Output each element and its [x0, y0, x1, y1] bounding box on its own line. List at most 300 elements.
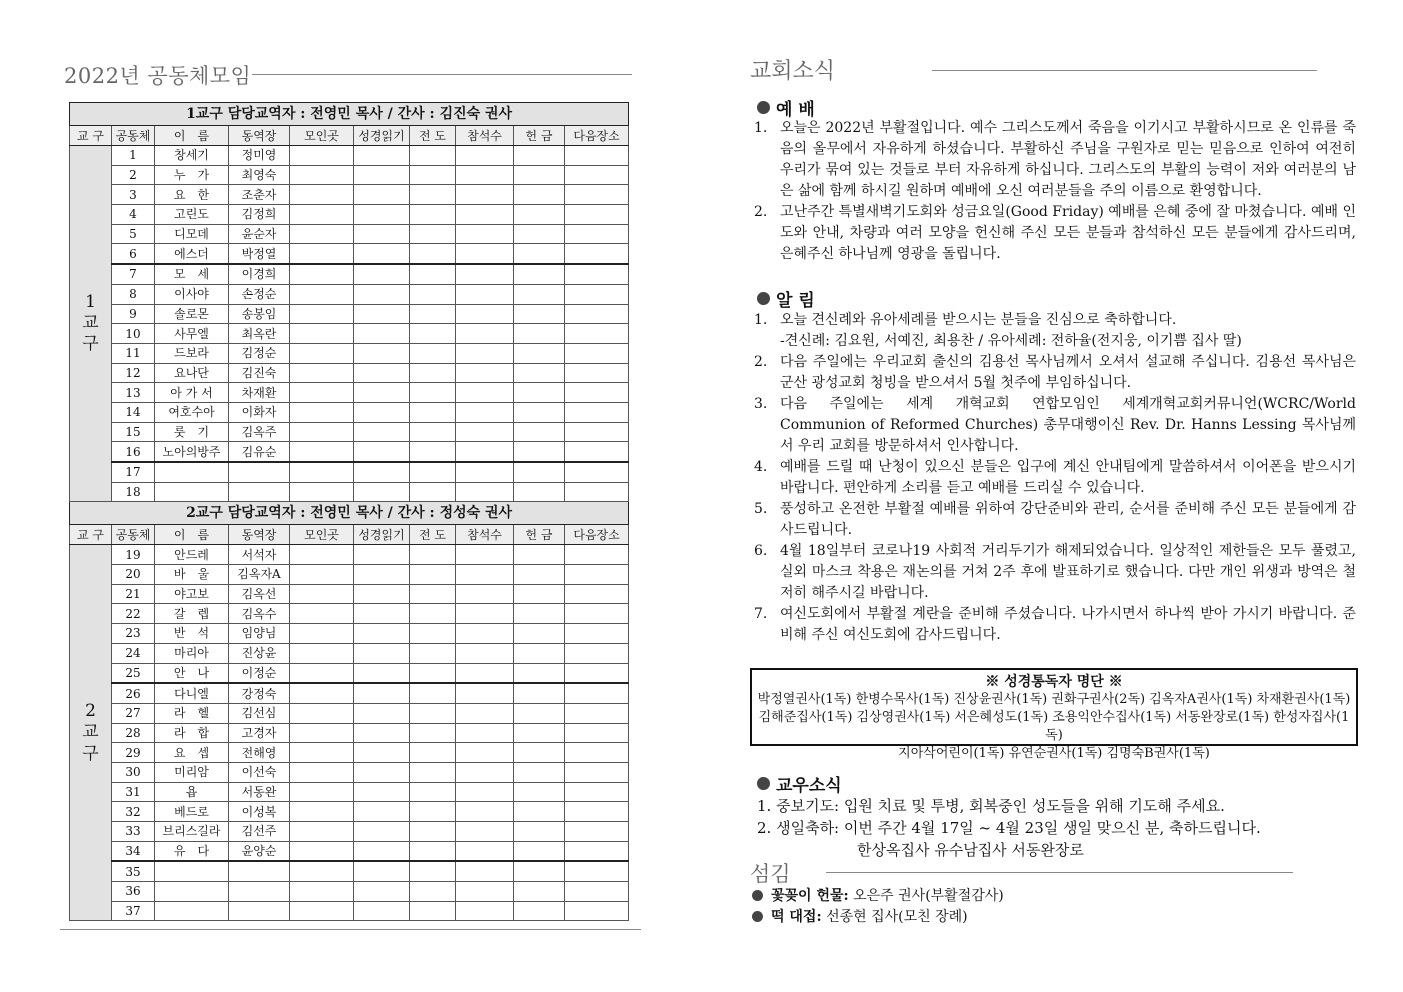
bottom-divider: [60, 929, 641, 930]
blank-cell: [290, 822, 354, 842]
blank-cell: [565, 324, 629, 344]
blank-cell: [410, 565, 456, 585]
table-row: [70, 683, 629, 703]
blank-cell: [514, 422, 565, 442]
column-header: 모인곳: [290, 126, 354, 146]
table-row: [70, 643, 629, 663]
blank-cell: [354, 383, 410, 403]
blank-cell: [290, 545, 354, 565]
blank-cell: [354, 861, 410, 881]
blank-cell: [354, 264, 410, 284]
group-leader: 김선심: [229, 703, 290, 723]
blank-cell: [456, 683, 514, 703]
district-label: 1 교 구: [70, 146, 112, 502]
worship-heading: [757, 95, 815, 120]
blank-cell: [290, 442, 354, 462]
group-leader: 임양님: [229, 624, 290, 644]
blank-cell: [514, 205, 565, 225]
blank-cell: [290, 244, 354, 264]
blank-cell: [456, 264, 514, 284]
group-name: 드보라: [155, 343, 229, 363]
blank-cell: [565, 703, 629, 723]
table-row: [70, 383, 629, 403]
group-name: 요나단: [155, 363, 229, 383]
column-header: 공동체: [112, 525, 155, 545]
table-row: [70, 663, 629, 683]
blank-cell: [290, 743, 354, 763]
table-row: [70, 565, 629, 585]
blank-cell: [514, 343, 565, 363]
blank-cell: [565, 264, 629, 284]
table-row: [70, 841, 629, 861]
blank-cell: [565, 663, 629, 683]
table-row: [70, 224, 629, 244]
group-leader: [229, 482, 290, 502]
column-header: 이 름: [155, 126, 229, 146]
blank-cell: [410, 703, 456, 723]
blank-cell: [514, 901, 565, 921]
blank-cell: [410, 663, 456, 683]
bullet-icon: [752, 911, 763, 922]
blank-cell: [410, 762, 456, 782]
blank-cell: [290, 205, 354, 225]
news-item: 3. 다음 주일에는 세계 개혁교회 연합모임인 세계개혁교회커뮤니언(WCRC/World Communion of Reformed Churches) 총무대행이신 Rev. Dr. Hanns Lessing 목사님께서 우리 교회를 방문하셔서 인사합니다.: [754, 396, 1356, 454]
blank-cell: [514, 703, 565, 723]
table-row: [70, 545, 629, 565]
group-name: 요 셉: [155, 743, 229, 763]
blank-cell: [410, 584, 456, 604]
readers-line: 김해준집사(1독) 김상영권사(1독) 서은혜성도(1독) 조용익안수집사(1독) 서동완장로(1독) 한성자집사(1독): [758, 710, 1350, 743]
column-header: 교 구: [70, 525, 112, 545]
district-title: 2교구 담당교역자 : 전영민 목사 / 간사 : 정성숙 권사: [70, 502, 629, 525]
group-leader: 김유순: [229, 442, 290, 462]
blank-cell: [410, 205, 456, 225]
group-number: 9: [112, 304, 155, 324]
blank-cell: [456, 624, 514, 644]
blank-cell: [456, 462, 514, 482]
readers-line: 박정열권사(1독) 한병수목사(1독) 진상윤권사(1독) 권화구권사(2독) 김옥자A권사(1독) 차재환권사(1독): [757, 692, 1351, 707]
group-leader: [229, 901, 290, 921]
blank-cell: [456, 383, 514, 403]
blank-cell: [456, 165, 514, 185]
readers-title: ※ 성경통독자 명단 ※: [985, 674, 1123, 690]
blank-cell: [565, 584, 629, 604]
group-name: 누 가: [155, 165, 229, 185]
notice-heading: [757, 286, 815, 311]
birthday-names: 한상옥집사 유수남집사 서동완장로: [857, 841, 1084, 859]
blank-cell: [410, 723, 456, 743]
blank-cell: [290, 703, 354, 723]
blank-cell: [565, 422, 629, 442]
blank-cell: [354, 205, 410, 225]
table-row: [70, 324, 629, 344]
group-name: [155, 861, 229, 881]
group-name: 브리스길라: [155, 822, 229, 842]
group-leader: 김옥자A: [229, 565, 290, 585]
blank-cell: [456, 324, 514, 344]
group-number: 35: [112, 861, 155, 881]
group-name: 라 헬: [155, 703, 229, 723]
blank-cell: [456, 861, 514, 881]
blank-cell: [456, 244, 514, 264]
title-divider: [252, 74, 632, 75]
bible-readers-box: [750, 668, 1358, 761]
blank-cell: [290, 882, 354, 902]
blank-cell: [410, 165, 456, 185]
table-row: [70, 442, 629, 462]
group-name: 아 가 서: [155, 383, 229, 403]
readers-line: 지아삭어린이(1독) 유연순권사(1독) 김명숙B권사(1독): [898, 746, 1210, 761]
blank-cell: [290, 762, 354, 782]
group-number: 4: [112, 205, 155, 225]
blank-cell: [354, 604, 410, 624]
blank-cell: [290, 343, 354, 363]
group-leader: 차재환: [229, 383, 290, 403]
group-name: 노아의방주: [155, 442, 229, 462]
group-number: 21: [112, 584, 155, 604]
group-number: 16: [112, 442, 155, 462]
group-number: 11: [112, 343, 155, 363]
blank-cell: [410, 604, 456, 624]
blank-cell: [290, 643, 354, 663]
group-name: [155, 901, 229, 921]
blank-cell: [514, 683, 565, 703]
group-name: 갈 렙: [155, 604, 229, 624]
blank-cell: [290, 224, 354, 244]
group-leader: 정미영: [229, 146, 290, 166]
table-row: [70, 604, 629, 624]
group-number: 36: [112, 882, 155, 902]
group-number: 5: [112, 224, 155, 244]
table-row: [70, 861, 629, 881]
group-number: 37: [112, 901, 155, 921]
service-divider: [826, 872, 1293, 873]
blank-cell: [456, 762, 514, 782]
group-name: [155, 462, 229, 482]
blank-cell: [290, 165, 354, 185]
group-number: 20: [112, 565, 155, 585]
blank-cell: [456, 643, 514, 663]
district-title: 1교구 담당교역자 : 전영민 목사 / 간사 : 김진숙 권사: [70, 103, 629, 126]
blank-cell: [290, 402, 354, 422]
blank-cell: [456, 224, 514, 244]
prayer-item: 1. 중보기도: 입원 치료 및 투병, 회복중인 성도들을 위해 기도해 주세요.: [757, 797, 1225, 815]
group-name: 미리암: [155, 762, 229, 782]
table-row: [70, 822, 629, 842]
blank-cell: [354, 442, 410, 462]
members-list: [757, 795, 1357, 861]
blank-cell: [354, 723, 410, 743]
blank-cell: [290, 462, 354, 482]
blank-cell: [514, 624, 565, 644]
column-header: 동역장: [229, 126, 290, 146]
worship-list: [754, 118, 1356, 265]
blank-cell: [290, 861, 354, 881]
blank-cell: [514, 264, 565, 284]
table-row: [70, 743, 629, 763]
blank-cell: [410, 683, 456, 703]
blank-cell: [565, 861, 629, 881]
table-row: [70, 882, 629, 902]
blank-cell: [565, 683, 629, 703]
blank-cell: [514, 762, 565, 782]
blank-cell: [514, 743, 565, 763]
table-row: [70, 802, 629, 822]
table-row: [70, 422, 629, 442]
blank-cell: [290, 802, 354, 822]
blank-cell: [354, 565, 410, 585]
blank-cell: [456, 205, 514, 225]
table-row: [70, 402, 629, 422]
blank-cell: [410, 185, 456, 205]
group-leader: 윤양순: [229, 841, 290, 861]
group-number: 13: [112, 383, 155, 403]
blank-cell: [514, 304, 565, 324]
blank-cell: [565, 482, 629, 502]
group-leader: 진상윤: [229, 643, 290, 663]
group-leader: 김옥수: [229, 604, 290, 624]
blank-cell: [290, 841, 354, 861]
group-number: 27: [112, 703, 155, 723]
blank-cell: [290, 901, 354, 921]
blank-cell: [565, 442, 629, 462]
group-name: [155, 482, 229, 502]
blank-cell: [565, 462, 629, 482]
blank-cell: [456, 802, 514, 822]
blank-cell: [565, 185, 629, 205]
blank-cell: [354, 545, 410, 565]
blank-cell: [514, 146, 565, 166]
news-item: 1. 오늘은 2022년 부활절입니다. 예수 그리스도께서 죽음을 이기시고 부활하시므로 온 인류를 죽음의 올무에서 자유하게 하셨습니다. 부활하신 주님을 구원자로 믿는 믿음으로 인하여 여전히 우리가 묶여 있는 것들로 부터 자유하게 하십니다. 그리스도의 부활의 능력이 저와 여러분의 남은 삶에 함께 하시길 원하며 예배에 오신 여러분들을 주의 이름으로 환영합니다.: [754, 120, 1356, 199]
blank-cell: [456, 703, 514, 723]
table-row: [70, 462, 629, 482]
members-heading-label: 교우소식: [776, 776, 842, 796]
group-name: 고린도: [155, 205, 229, 225]
column-header: 다음장소: [565, 126, 629, 146]
group-leader: 송봉임: [229, 304, 290, 324]
members-heading: [757, 771, 842, 796]
blank-cell: [410, 224, 456, 244]
blank-cell: [354, 643, 410, 663]
group-number: 17: [112, 462, 155, 482]
blank-cell: [354, 224, 410, 244]
service-title: 섬김: [750, 862, 791, 886]
group-number: 22: [112, 604, 155, 624]
bullet-icon: [752, 890, 763, 901]
group-name: 유 다: [155, 841, 229, 861]
blank-cell: [354, 324, 410, 344]
group-name: 에스더: [155, 244, 229, 264]
notice-heading-label: 알 림: [776, 291, 815, 311]
blank-cell: [514, 185, 565, 205]
blank-cell: [456, 565, 514, 585]
table-row: [70, 165, 629, 185]
blank-cell: [565, 165, 629, 185]
group-name: 모 세: [155, 264, 229, 284]
blank-cell: [456, 304, 514, 324]
group-name: 다니엘: [155, 683, 229, 703]
blank-cell: [290, 604, 354, 624]
table-row: [70, 624, 629, 644]
group-leader: 김옥주: [229, 422, 290, 442]
blank-cell: [565, 901, 629, 921]
blank-cell: [290, 723, 354, 743]
group-leader: 이성복: [229, 802, 290, 822]
blank-cell: [565, 643, 629, 663]
group-leader: 최영숙: [229, 165, 290, 185]
blank-cell: [456, 545, 514, 565]
news-item: 1. 오늘 견신례와 유아세례를 받으시는 분들을 진심으로 축하합니다. -견신례: 김요원, 서예진, 최용찬 / 유아세례: 전하율(전지웅, 이기쁨 집사 딸): [754, 312, 1242, 349]
blank-cell: [514, 244, 565, 264]
blank-cell: [354, 683, 410, 703]
group-name: 창세기: [155, 146, 229, 166]
group-name: 바 울: [155, 565, 229, 585]
blank-cell: [410, 901, 456, 921]
group-leader: 김정순: [229, 343, 290, 363]
group-number: 33: [112, 822, 155, 842]
news-item: 2. 고난주간 특별새벽기도회와 성금요일(Good Friday) 예배를 은혜 중에 잘 마쳤습니다. 예배 인도와 안내, 차량과 여러 모양을 헌신해 주신 모든 분들과 참석하신 모든 분들에게 감사드리며, 은혜주신 하나님께 영광을 돌립니다.: [754, 204, 1356, 262]
table-row: [70, 723, 629, 743]
group-number: 26: [112, 683, 155, 703]
group-number: 12: [112, 363, 155, 383]
blank-cell: [514, 841, 565, 861]
roster-table: [69, 102, 629, 921]
table-row: [70, 363, 629, 383]
group-leader: [229, 882, 290, 902]
flower-service: 꽃꽂이 헌물: 오은주 권사(부활절감사): [752, 885, 1004, 905]
group-number: 34: [112, 841, 155, 861]
blank-cell: [565, 743, 629, 763]
blank-cell: [514, 482, 565, 502]
column-header: 성경읽기: [354, 525, 410, 545]
column-header: 헌 금: [514, 525, 565, 545]
group-number: 10: [112, 324, 155, 344]
left-page-title: 2022년 공동체모임: [64, 64, 252, 88]
group-leader: [229, 861, 290, 881]
blank-cell: [565, 822, 629, 842]
blank-cell: [410, 861, 456, 881]
blank-cell: [410, 882, 456, 902]
notice-list: [754, 310, 1356, 646]
blank-cell: [290, 324, 354, 344]
blank-cell: [354, 462, 410, 482]
blank-cell: [410, 802, 456, 822]
table-row: [70, 782, 629, 802]
blank-cell: [410, 422, 456, 442]
table-row: [70, 762, 629, 782]
column-header-row: [70, 525, 629, 545]
group-number: 23: [112, 624, 155, 644]
group-name: 여호수아: [155, 402, 229, 422]
blank-cell: [456, 782, 514, 802]
blank-cell: [354, 244, 410, 264]
blank-cell: [354, 743, 410, 763]
blank-cell: [456, 604, 514, 624]
blank-cell: [354, 703, 410, 723]
group-leader: 김옥선: [229, 584, 290, 604]
blank-cell: [456, 822, 514, 842]
blank-cell: [514, 861, 565, 881]
table-row: [70, 901, 629, 921]
blank-cell: [565, 205, 629, 225]
table-row: [70, 205, 629, 225]
table-row: [70, 146, 629, 166]
table-row: [70, 284, 629, 304]
blank-cell: [565, 565, 629, 585]
title-divider: [932, 70, 1317, 71]
group-name: 마리아: [155, 643, 229, 663]
blank-cell: [410, 643, 456, 663]
table-row: [70, 185, 629, 205]
blank-cell: [410, 442, 456, 462]
blank-cell: [290, 383, 354, 403]
blank-cell: [410, 482, 456, 502]
group-number: 14: [112, 402, 155, 422]
group-number: 2: [112, 165, 155, 185]
blank-cell: [456, 482, 514, 502]
blank-cell: [290, 264, 354, 284]
blank-cell: [514, 363, 565, 383]
group-name: 이사야: [155, 284, 229, 304]
group-leader: 서석자: [229, 545, 290, 565]
blank-cell: [354, 343, 410, 363]
blank-cell: [290, 304, 354, 324]
church-news-title: 교회소식: [750, 59, 836, 84]
food-service: 떡 대접: 선종현 집사(모친 장례): [752, 906, 968, 926]
group-leader: [229, 462, 290, 482]
blank-cell: [354, 624, 410, 644]
blank-cell: [565, 841, 629, 861]
group-name: 사무엘: [155, 324, 229, 344]
bullet-icon: [757, 777, 770, 790]
blank-cell: [354, 304, 410, 324]
group-number: 3: [112, 185, 155, 205]
blank-cell: [514, 723, 565, 743]
group-leader: 최옥란: [229, 324, 290, 344]
blank-cell: [565, 802, 629, 822]
column-header: 전 도: [410, 525, 456, 545]
blank-cell: [514, 822, 565, 842]
group-leader: 이선숙: [229, 762, 290, 782]
blank-cell: [410, 244, 456, 264]
blank-cell: [456, 343, 514, 363]
blank-cell: [290, 482, 354, 502]
blank-cell: [565, 762, 629, 782]
blank-cell: [514, 545, 565, 565]
column-header: 동역장: [229, 525, 290, 545]
group-number: 18: [112, 482, 155, 502]
table-row: [70, 703, 629, 723]
group-number: 25: [112, 663, 155, 683]
group-number: 6: [112, 244, 155, 264]
group-number: 7: [112, 264, 155, 284]
blank-cell: [565, 402, 629, 422]
group-leader: 박정열: [229, 244, 290, 264]
blank-cell: [514, 442, 565, 462]
blank-cell: [410, 264, 456, 284]
blank-cell: [514, 802, 565, 822]
group-leader: 조춘자: [229, 185, 290, 205]
blank-cell: [410, 822, 456, 842]
blank-cell: [354, 284, 410, 304]
blank-cell: [354, 363, 410, 383]
group-name: 솔로몬: [155, 304, 229, 324]
blank-cell: [456, 584, 514, 604]
blank-cell: [354, 822, 410, 842]
blank-cell: [565, 723, 629, 743]
group-name: 라 합: [155, 723, 229, 743]
table-row: [70, 244, 629, 264]
